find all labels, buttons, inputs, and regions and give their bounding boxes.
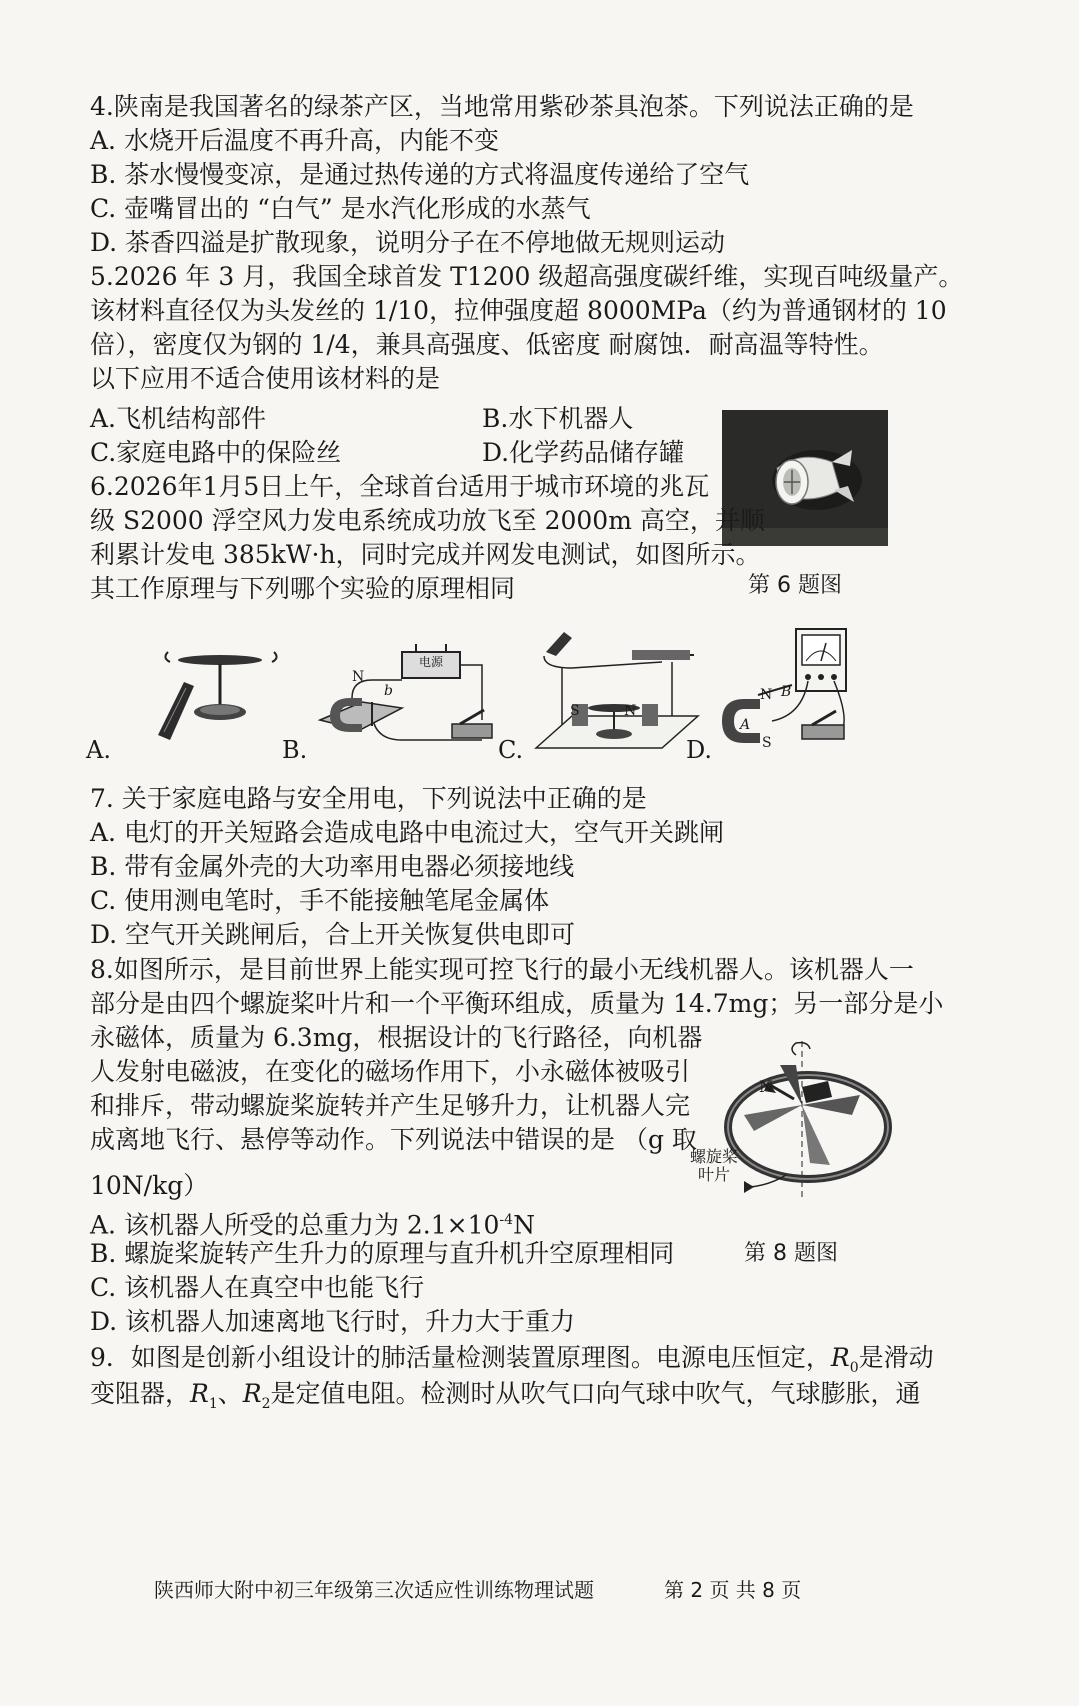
q6-line-1: 6.2026年1月5日上午，全球首台适用于城市环境的兆瓦 [90, 472, 710, 501]
q6-line-2: 级 S2000 浮空风力发电系统成功放飞至 2000m 高空，并顺 [90, 506, 765, 535]
q8-figure-n-label: N [759, 1077, 773, 1096]
q8-line-1: 8.如图所示，是目前世界上能实现可控飞行的最小无线机器人。该机器人一 [90, 955, 914, 984]
q5-option-d: D.化学药品储存罐 [482, 438, 685, 467]
q8-line-7: 10N/kg） [90, 1171, 209, 1200]
q8-line-3: 永磁体，质量为 6.3mg，根据设计的飞行路径，向机器 [90, 1023, 703, 1052]
q6-option-d-label: D. [686, 736, 713, 764]
q4-stem: 4.陕南是我国著名的绿茶产区，当地常用紫砂茶具泡茶。下列说法正确的是 [90, 92, 914, 121]
q5-option-a: A.飞机结构部件 [90, 404, 267, 433]
q5-line-3: 倍），密度仅为钢的 1/4，兼具高强度、低密度 耐腐蚀．耐高温等特性。 [90, 330, 884, 359]
q7-option-c: C. 使用测电笔时，手不能接触笔尾金属体 [90, 886, 550, 915]
q6-figure-caption: 第 6 题图 [748, 573, 842, 598]
q6-experiment-d-figure [712, 625, 902, 760]
q6-b-n-label: N [352, 669, 365, 685]
q5-line-1: 5.2026 年 3 月，我国全球首发 T1200 级超高强度碳纤维，实现百吨级量产。 [90, 262, 964, 291]
q6-c-s-label: S [570, 703, 580, 719]
q9-line-1: 9．如图是创新小组设计的肺活量检测装置原理图。电源电压恒定，$R_0$是滑动 [90, 1343, 934, 1376]
q6-b-power-supply-label: 电源 [418, 655, 443, 669]
q8-option-c: C. 该机器人在真空中也能飞行 [90, 1273, 425, 1302]
q7-option-b: B. 带有金属外壳的大功率用电器必须接地线 [90, 852, 575, 881]
q6-option-b-label: B. [282, 736, 308, 764]
q8-option-d: D. 该机器人加速离地飞行时，升力大于重力 [90, 1307, 576, 1336]
q8-line-4: 人发射电磁波，在变化的磁场作用下，小永磁体被吸引 [90, 1057, 691, 1086]
q4-option-b: B. 茶水慢慢变凉，是通过热传递的方式将温度传递给了空气 [90, 160, 750, 189]
q6-d-b-label: B [781, 684, 792, 700]
q8-figure-caption: 第 8 题图 [744, 1241, 838, 1266]
q8-figure-label-blade: 叶片 [698, 1165, 731, 1184]
q6-option-a-label: A. [86, 736, 111, 764]
footer-page-number: 第 2 页 共 8 页 [664, 1578, 802, 1602]
q7-option-d: D. 空气开关跳闸后，合上开关恢复供电即可 [90, 920, 576, 949]
q6-c-n-label: N [624, 703, 637, 719]
footer-exam-title: 陕西师大附中初三年级第三次适应性训练物理试题 [154, 1578, 594, 1602]
q5-option-b: B.水下机器人 [482, 404, 634, 433]
q6-line-3: 利累计发电 385kW·h，同时完成并网发电测试，如图所示。 [90, 540, 761, 569]
q8-figure-label-propeller: 螺旋桨 [690, 1147, 739, 1166]
q5-option-c: C.家庭电路中的保险丝 [90, 438, 342, 467]
q6-d-a-label: A [740, 717, 751, 733]
q8-option-b: B. 螺旋桨旋转产生升力的原理与直升机升空原理相同 [90, 1239, 675, 1268]
q6-experiment-b-figure [312, 640, 502, 765]
q6-option-c-label: C. [498, 736, 524, 764]
q8-option-a: A. 该机器人所受的总重力为 $2.1\times 10^{-4}N$ [90, 1210, 535, 1240]
q4-option-d: D. 茶香四溢是扩散现象，说明分子在不停地做无规则运动 [90, 228, 726, 257]
q4-option-c: C. 壶嘴冒出的 “白气” 是水汽化形成的水蒸气 [90, 194, 591, 223]
q6-experiment-c-figure [532, 628, 702, 758]
q8-robot-figure [710, 1035, 900, 1210]
q9-line-2: 变阻器，$R_1$、$R_2$是定值电阻。检测时从吹气口向气球中吹气，气球膨胀，通 [90, 1379, 921, 1412]
q7-stem: 7. 关于家庭电路与安全用电，下列说法中正确的是 [90, 784, 647, 813]
q6-d-s-label: S [762, 735, 772, 751]
q4-option-a: A. 水烧开后温度不再升高，内能不变 [90, 126, 499, 155]
q8-line-2: 部分是由四个螺旋桨叶片和一个平衡环组成，质量为 14.7mg；另一部分是小 [90, 989, 944, 1018]
q8-line-5: 和排斥，带动螺旋桨旋转并产生足够升力，让机器人完 [90, 1091, 691, 1120]
q6-experiment-a-figure [140, 640, 290, 750]
q6-d-n-label: N [760, 687, 773, 703]
q7-option-a: A. 电灯的开关短路会造成电路中电流过大，空气开关跳闸 [90, 818, 724, 847]
q5-line-2: 该材料直径仅为头发丝的 1/10，拉伸强度超 8000MPa（约为普通钢材的 10 [90, 296, 947, 325]
q6-line-4: 其工作原理与下列哪个实验的原理相同 [90, 574, 516, 603]
q6-b-b-label: b [384, 683, 393, 699]
q5-line-4: 以下应用不适合使用该材料的是 [90, 364, 441, 393]
q8-line-6: 成离地飞行、悬停等动作。下列说法中错误的是 （g 取 [90, 1125, 697, 1154]
